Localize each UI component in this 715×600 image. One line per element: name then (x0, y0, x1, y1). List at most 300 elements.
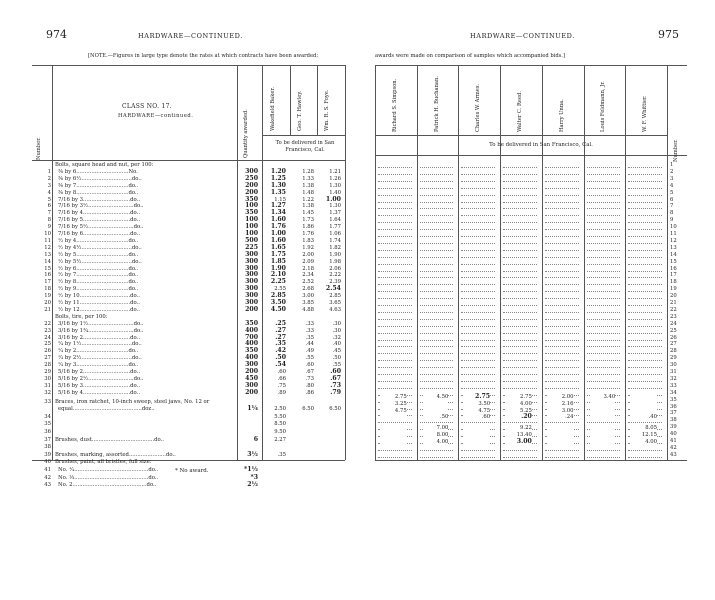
dot-leader (420, 381, 454, 382)
dot-leader (545, 353, 579, 354)
dot-leader (628, 298, 662, 299)
dot-leader (503, 333, 537, 334)
item-description: Bolts, square head and nut, per 100: (55, 162, 154, 168)
dot-leader (461, 250, 495, 251)
dot-leader (587, 388, 621, 389)
row-number: 17 (44, 279, 51, 286)
dot-leader (420, 457, 454, 458)
dot-leader (628, 195, 662, 196)
bidder-2: Geo. T. Hawley. (297, 90, 303, 131)
quantity-awarded: 350 (245, 195, 258, 203)
dot-leader (587, 284, 621, 285)
bid-price: 1.82 (329, 244, 341, 251)
left-page-number: 974 (46, 28, 67, 41)
col-rule (290, 65, 291, 135)
bid-price: .60 (464, 414, 490, 421)
quantity-awarded: 400 (245, 326, 258, 334)
bid-price: 1.86 (302, 224, 314, 231)
row-number (34, 406, 51, 413)
item-description: 7/16 by 3............................do.. (58, 196, 141, 203)
row-number: 28 (670, 348, 677, 355)
row-number: 31 (670, 369, 677, 375)
right-note: awards were made on comparison of samples which accompanied bids.] (375, 53, 565, 59)
dot-leader (378, 340, 412, 341)
bid-price: 9.50 (274, 429, 286, 435)
dot-leader (503, 457, 537, 458)
dot-leader (587, 305, 621, 306)
dot-leader (378, 243, 412, 244)
bid-price: 2.27 (274, 436, 286, 443)
dot-leader (420, 202, 454, 203)
bid-price: 1.83 (302, 237, 314, 244)
row-number: 20 (44, 300, 51, 306)
dot-leader (503, 202, 537, 203)
bid-price (317, 314, 341, 321)
bid-price: 4.00 (423, 439, 449, 446)
dot-leader (461, 450, 495, 451)
bidder-name: Walter C. Reed. (517, 90, 523, 132)
row-number: 3 (47, 182, 51, 189)
dot-leader (378, 298, 412, 299)
quantity-header: Quantity awarded. (243, 109, 249, 158)
header-bottom-rule (32, 160, 345, 161)
bid-price: 1.90 (270, 264, 286, 272)
bid-price (317, 421, 341, 428)
dot-leader (545, 215, 579, 216)
row-number: 26 (44, 348, 51, 355)
bid-price: .35 (275, 340, 286, 348)
col-rule (584, 65, 585, 460)
bid-price (317, 399, 341, 406)
quantity-awarded: 3½ (247, 450, 258, 458)
col-rule (317, 65, 318, 135)
quantity-awarded: 100 (245, 202, 258, 210)
bid-price: 1.40 (329, 189, 341, 196)
dot-leader (461, 298, 495, 299)
bid-price: 2.06 (329, 265, 341, 272)
dot-leader (420, 174, 454, 175)
item-description: ½ by 11..............................do.. (58, 300, 140, 306)
dot-leader (420, 305, 454, 306)
dot-leader (545, 243, 579, 244)
row-number: 21 (44, 306, 51, 313)
dot-leader (545, 202, 579, 203)
item-description: ½ by 6...............................do.. (58, 265, 139, 272)
row-number: 30 (670, 362, 677, 369)
bid-price (317, 414, 341, 421)
dot-leader (378, 450, 412, 451)
bid-price (317, 452, 341, 459)
dot-leader (628, 174, 662, 175)
bid-price: 4.75 (381, 408, 407, 415)
dot-leader (461, 305, 495, 306)
dot-leader (420, 215, 454, 216)
col-rule (625, 65, 626, 460)
bid-price: 9.22 (506, 425, 532, 432)
bid-price: 1.06 (329, 231, 341, 237)
dot-leader (628, 202, 662, 203)
row-number: 43 (44, 482, 51, 489)
bid-price: 1.22 (302, 196, 314, 203)
bid-price: .89 (277, 389, 286, 396)
item-description: ½ by 5...............................do.. (58, 251, 139, 258)
quantity-awarded: 300 (245, 278, 258, 286)
dot-leader (628, 374, 662, 375)
bid-price: .24 (548, 414, 574, 421)
dot-leader (587, 457, 621, 458)
quantity-awarded: 300 (245, 292, 258, 300)
dot-leader (628, 333, 662, 334)
dot-leader (378, 181, 412, 182)
dot-leader (545, 257, 579, 258)
dot-leader (587, 243, 621, 244)
bid-price (262, 467, 286, 474)
dot-leader (420, 353, 454, 354)
right-running-head: HARDWARE—CONTINUED. (470, 32, 575, 40)
class-subtitle: HARDWARE—continued. (118, 113, 194, 119)
dot-leader (461, 340, 495, 341)
dot-leader (587, 222, 621, 223)
dot-leader (503, 284, 537, 285)
bid-price (317, 467, 341, 474)
bid-price: .80 (305, 382, 314, 389)
dot-leader (503, 243, 537, 244)
dot-leader (545, 188, 579, 189)
bid-price: 1.60 (270, 236, 286, 244)
bid-price: 1.98 (329, 258, 341, 265)
bid-price: .30 (332, 320, 341, 327)
item-description: 5/16 by 3............................do.. (58, 382, 141, 389)
dot-leader (378, 202, 412, 203)
dot-leader (461, 346, 495, 347)
dot-leader (628, 215, 662, 216)
bid-price: 3.85 (302, 300, 314, 306)
dot-leader (503, 346, 537, 347)
col-rule (500, 65, 501, 460)
dot-leader (461, 174, 495, 175)
bid-price: 2.68 (302, 286, 314, 293)
bid-price: 1.35 (270, 188, 286, 196)
dot-leader (378, 208, 412, 209)
row-number: 35 (670, 396, 677, 403)
bidder-name: W. F. Whittier. (642, 95, 649, 132)
quantity-awarded: 300 (245, 257, 258, 265)
row-number: 30 (44, 375, 51, 382)
row-number: 24 (44, 334, 51, 341)
dot-leader (503, 277, 537, 278)
bid-price (290, 437, 314, 444)
dot-leader (378, 333, 412, 334)
dot-leader (628, 291, 662, 292)
dot-leader (628, 188, 662, 189)
dot-leader (420, 284, 454, 285)
dot-leader (503, 374, 537, 375)
dot-leader (378, 457, 412, 458)
bid-price (381, 414, 407, 421)
bid-price: 2.18 (302, 265, 314, 272)
row-number: 5 (670, 189, 674, 196)
number-column-label: Number. (673, 139, 679, 162)
dot-leader (587, 353, 621, 354)
item-description: No. ¼............................................do.. (58, 467, 159, 473)
row-number: 41 (44, 467, 51, 473)
dot-leader (587, 174, 621, 175)
dot-leader (545, 195, 579, 196)
bid-price: .67 (330, 374, 341, 382)
item-description (58, 414, 240, 421)
quantity-awarded: *1½ (244, 466, 258, 473)
bid-price: .79 (330, 388, 341, 396)
dot-leader (503, 422, 537, 423)
item-description: ⅜ by 6½..............................do.. (58, 175, 142, 182)
dot-leader (628, 346, 662, 347)
item-description: Brushes, paint, all bristles, full size: (55, 459, 152, 466)
left-running-head: HARDWARE—CONTINUED. (138, 32, 243, 40)
dot-leader (587, 312, 621, 313)
quantity-awarded: 100 (245, 223, 258, 231)
dot-leader (503, 381, 537, 382)
item-description: ½ by 10..............................do.. (58, 293, 140, 300)
col-rule (375, 65, 376, 460)
item-description: Braces, iron ratchet, 10-inch sweep, steel jaws, No. 12 or (55, 398, 210, 405)
dot-leader (545, 360, 579, 361)
dot-leader (587, 298, 621, 299)
item-description: 7/16 by 6............................do.. (58, 231, 141, 237)
bid-price: .67 (305, 369, 314, 375)
row-number: 14 (44, 258, 51, 265)
row-number: 12 (44, 244, 51, 251)
bid-price: 6.50 (329, 406, 341, 413)
dot-leader (378, 422, 412, 423)
dot-leader (378, 374, 412, 375)
dot-leader (587, 333, 621, 334)
bid-price: .42 (275, 347, 286, 355)
quantity-awarded: 100 (245, 216, 258, 224)
dot-leader (587, 188, 621, 189)
table-bottom-rule (375, 460, 687, 461)
row-number: 25 (44, 341, 51, 348)
quantity-awarded: 300 (245, 271, 258, 279)
dot-leader (587, 291, 621, 292)
bid-price: 1.30 (329, 182, 341, 189)
item-description: ½ by 12..............................do.. (58, 306, 140, 313)
bid-price (317, 444, 341, 451)
dot-leader (587, 374, 621, 375)
bidder-1: Wakefield Baker. (270, 86, 276, 131)
bid-price: .44 (305, 341, 314, 348)
bid-price (262, 475, 286, 482)
dot-leader (628, 457, 662, 458)
row-number: 22 (44, 320, 51, 327)
dot-leader (378, 229, 412, 230)
item-description: No. ⅓............................................do.. (58, 474, 159, 481)
quantity-awarded: 450 (245, 374, 258, 382)
dot-leader (587, 215, 621, 216)
bid-price: .35 (277, 451, 286, 458)
bid-price: .40 (631, 414, 657, 421)
dot-leader (503, 236, 537, 237)
bid-price: 4.00 (506, 401, 532, 408)
item-description: 3/16 by 2............................do.. (58, 334, 141, 341)
quantity-awarded: 400 (245, 354, 258, 362)
bid-price (464, 439, 490, 446)
row-number: 39 (44, 451, 51, 458)
item-description: No. 2............................................do.. (58, 482, 157, 489)
bid-price: .33 (305, 327, 314, 334)
bidder-name: Louis Feldmann, Jr. (600, 81, 607, 132)
row-number: 7 (47, 210, 51, 217)
dot-leader (628, 243, 662, 244)
row-number: 40 (670, 431, 677, 438)
bid-price: 3.00 (548, 408, 574, 415)
bid-price: 2.75 (381, 394, 407, 401)
bid-price: 1.76 (302, 231, 314, 237)
bid-price: 1.30 (329, 203, 341, 210)
item-description: 5/16 by 2½...........................do.. (58, 375, 144, 382)
row-number: 8 (47, 217, 51, 224)
bid-price: 2.00 (548, 394, 574, 401)
bid-price: 1.33 (302, 175, 314, 182)
dot-leader (628, 181, 662, 182)
row-number: 10 (44, 231, 51, 237)
bid-price: 2.10 (270, 271, 286, 279)
dot-leader (420, 181, 454, 182)
row-number: 16 (44, 272, 51, 279)
row-number: 23 (44, 327, 51, 334)
dot-leader (587, 250, 621, 251)
bid-price: 1.25 (270, 174, 286, 182)
bid-price: .86 (305, 389, 314, 396)
row-number: 29 (44, 369, 51, 375)
dot-leader (587, 202, 621, 203)
bid-price (317, 459, 341, 466)
bid-price: 3.00 (506, 439, 532, 446)
row-number: 1 (47, 168, 51, 175)
bid-price: 1.21 (329, 168, 341, 175)
dot-leader (545, 271, 579, 272)
bid-price: 4.75 (464, 408, 490, 415)
quantity-awarded: 200 (245, 305, 258, 313)
row-number: 20 (670, 293, 677, 300)
table-top-rule (375, 65, 687, 66)
quantity-awarded: 250 (245, 174, 258, 182)
dot-leader (545, 450, 579, 451)
row-number: 22 (670, 306, 677, 313)
dot-leader (628, 257, 662, 258)
item-description: Brushes, marking, assorted......................do.. (55, 451, 176, 458)
bid-price: .40 (332, 341, 341, 348)
quantity-awarded: 1¼ (247, 405, 258, 413)
row-number: 32 (44, 389, 51, 396)
bid-price: .33 (305, 320, 314, 327)
bid-price (317, 162, 341, 169)
quantity-awarded: 300 (245, 381, 258, 389)
header-bottom-rule (375, 155, 687, 156)
dot-leader (503, 181, 537, 182)
dot-leader (545, 381, 579, 382)
dot-leader (420, 388, 454, 389)
dot-leader (378, 188, 412, 189)
dot-leader (628, 367, 662, 368)
number-column-label: Number. (36, 137, 42, 160)
dot-leader (461, 422, 495, 423)
dot-leader (420, 236, 454, 237)
dot-leader (587, 346, 621, 347)
class-title: CLASS NO. 17. (122, 103, 173, 110)
dot-leader (628, 208, 662, 209)
dot-leader (378, 215, 412, 216)
bid-price: 1.60 (270, 216, 286, 224)
bid-price: 3.65 (329, 300, 341, 306)
bid-price: 1.77 (329, 224, 341, 231)
dot-leader (420, 319, 454, 320)
dot-leader (587, 264, 621, 265)
quantity-awarded: 200 (245, 368, 258, 375)
dot-leader (628, 312, 662, 313)
row-number: 29 (670, 355, 677, 362)
item-description: 3/16 by 1¾...........................do.. (58, 327, 144, 334)
dot-leader (461, 353, 495, 354)
bid-price (317, 429, 341, 436)
dot-leader (378, 195, 412, 196)
row-number: 2 (670, 168, 674, 175)
row-number: 34 (44, 413, 51, 420)
bid-price: 1.64 (329, 217, 341, 224)
quantity-awarded: 300 (245, 250, 258, 258)
row-number: 7 (670, 203, 674, 210)
row-number: 5 (47, 196, 51, 203)
bid-price (290, 429, 314, 436)
bid-price: 2.34 (302, 272, 314, 279)
dot-leader (503, 167, 537, 168)
dot-leader (461, 457, 495, 458)
row-number: 4 (47, 189, 51, 196)
row-number: 18 (670, 279, 677, 286)
bid-price (290, 414, 314, 421)
row-number: 2 (47, 175, 51, 182)
bid-price: .66 (277, 375, 286, 382)
dot-leader (503, 326, 537, 327)
dot-leader (587, 236, 621, 237)
dot-leader (628, 381, 662, 382)
bid-price: 5.50 (274, 413, 286, 420)
dot-leader (628, 167, 662, 168)
bid-price: .45 (332, 348, 341, 355)
dot-leader (503, 229, 537, 230)
bid-price: 1.75 (270, 250, 286, 258)
dot-leader (545, 250, 579, 251)
bid-price: 8.00 (423, 432, 449, 439)
dot-leader (378, 360, 412, 361)
col-rule (417, 65, 418, 460)
dot-leader (628, 222, 662, 223)
bid-price: 5.25 (506, 408, 532, 415)
dot-leader (420, 264, 454, 265)
dot-leader (461, 222, 495, 223)
bid-price: 1.90 (329, 251, 341, 258)
quantity-awarded: 2½ (247, 481, 258, 489)
dot-leader (628, 326, 662, 327)
sub-rule (375, 135, 667, 136)
bid-price: 6.50 (302, 406, 314, 413)
item-description: ¼ by 3...............................do.. (58, 362, 139, 369)
dot-leader (378, 271, 412, 272)
dot-leader (420, 312, 454, 313)
dot-leader (587, 181, 621, 182)
quantity-awarded: 200 (245, 188, 258, 196)
bid-price (290, 399, 314, 406)
row-number: 42 (44, 474, 51, 481)
